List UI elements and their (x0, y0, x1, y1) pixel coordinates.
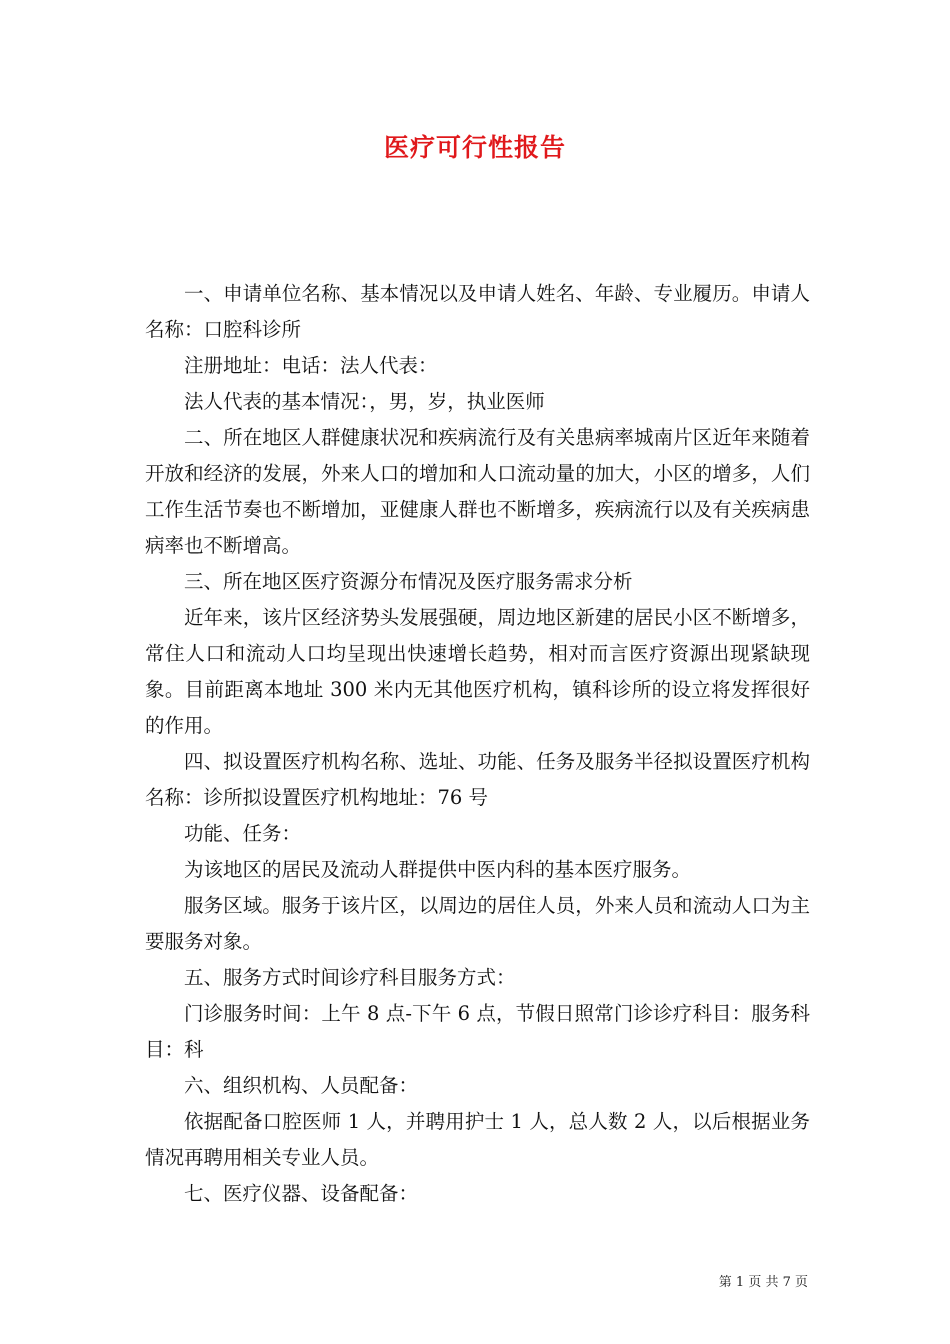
page-title: 医疗可行性报告 (383, 133, 566, 162)
paragraph: 二、所在地区人群健康状况和疾病流行及有关患病率城南片区近年来随着开放和经济的发展，外来人口的增加和人口流动量的加大，小区的增多，人们工作生活节奏也不断增加，亚健康人群也不断增多，疾病流行以及有关疾病患病率也不断增高。 (145, 426, 810, 557)
paragraph: 三、所在地区医疗资源分布情况及医疗服务需求分析 (184, 570, 633, 593)
page-number-footer: 第 1 页 共 7 页 (718, 1275, 808, 1290)
paragraph: 五、服务方式时间诊疗科目服务方式： (184, 966, 516, 989)
paragraph: 为该地区的居民及流动人群提供中医内科的基本医疗服务。 (184, 858, 692, 881)
paragraph: 一、申请单位名称、基本情况以及申请人姓名、年龄、专业履历。申请人名称：口腔科诊所 (145, 282, 810, 341)
document-body (145, 276, 810, 1212)
paragraph: 服务区域。服务于该片区，以周边的居住人员，外来人员和流动人口为主要服务对象。 (145, 894, 810, 953)
paragraph: 法人代表的基本情况：，男，岁，执业医师 (184, 390, 545, 413)
paragraph: 七、医疗仪器、设备配备： (184, 1182, 419, 1205)
paragraph: 注册地址：电话：法人代表： (184, 354, 438, 377)
paragraph: 近年来，该片区经济势头发展强硬，周边地区新建的居民小区不断增多，常住人口和流动人口均呈现出快速增长趋势，相对而言医疗资源出现紧缺现象。目前距离本地址 300 米内无其他医疗机构，镇科诊所的设立将发挥很好的作用。 (145, 606, 810, 737)
paragraph: 四、拟设置医疗机构名称、选址、功能、任务及服务半径拟设置医疗机构名称：诊所拟设置医疗机构地址：76 号 (145, 750, 810, 809)
paragraph: 六、组织机构、人员配备： (184, 1074, 419, 1097)
paragraph: 门诊服务时间：上午 8 点-下午 6 点，节假日照常门诊诊疗科目：服务科目：科 (145, 1002, 810, 1061)
paragraph: 依据配备口腔医师 1 人，并聘用护士 1 人，总人数 2 人，以后根据业务情况再聘用相关专业人员。 (145, 1110, 810, 1169)
paragraph: 功能、任务： (184, 822, 302, 845)
